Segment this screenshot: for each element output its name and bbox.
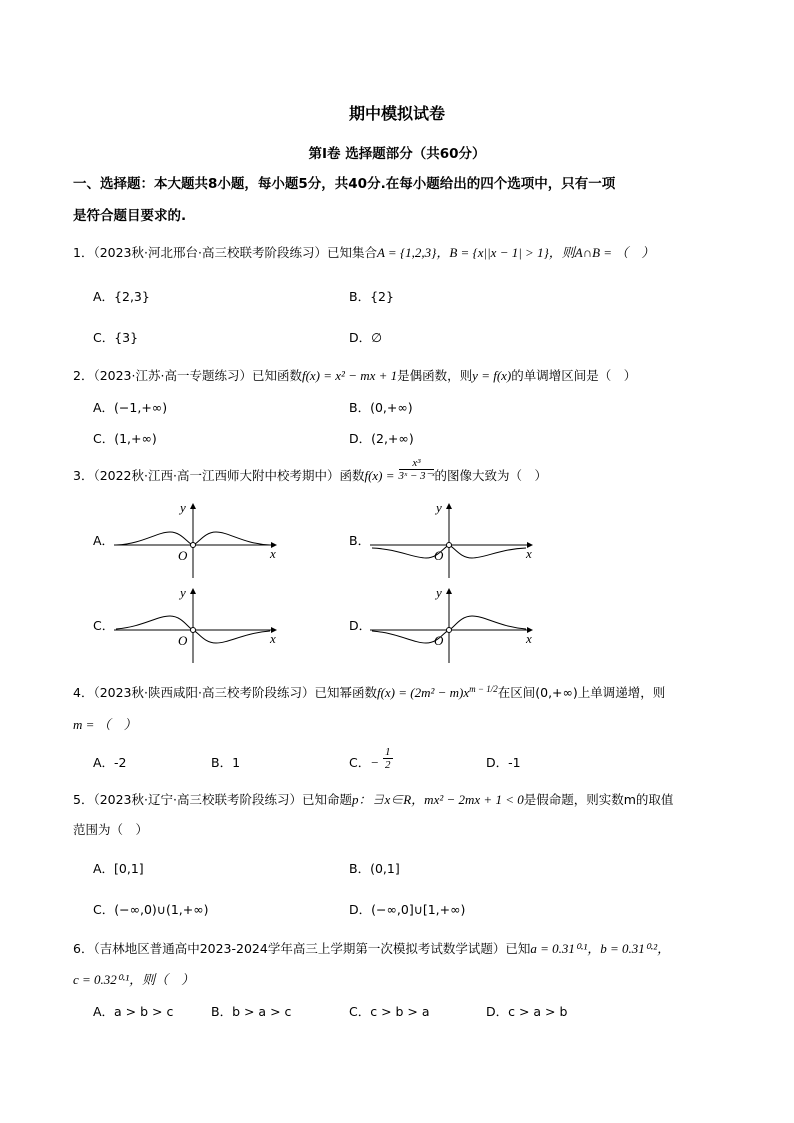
q2-stem bbox=[73, 368, 636, 384]
q4-option-d[interactable]: D．-1 bbox=[486, 755, 521, 770]
q3-frac-num: x³ bbox=[399, 457, 435, 470]
q2-stem-math2: y = f(x) bbox=[472, 368, 512, 383]
q5-option-b[interactable]: B．(0,1] bbox=[349, 861, 400, 876]
q2-option-d[interactable]: D．(2,+∞) bbox=[349, 431, 414, 446]
q3-graph-b-origin: O bbox=[434, 548, 444, 563]
q3-option-b[interactable]: B． bbox=[349, 533, 371, 548]
q2-stem-tail2: 的单调增区间是（ ） bbox=[511, 368, 637, 383]
q6-option-d[interactable]: D．c > a > b bbox=[486, 1004, 568, 1019]
section-heading-line2: 是符合题目要求的. bbox=[73, 208, 187, 224]
q3-graph-d-origin: O bbox=[434, 633, 444, 648]
q6-stem-line2: c = 0.32⁰·¹，则（ ） bbox=[73, 972, 195, 987]
q5-stem-line2: 范围为（ ） bbox=[73, 822, 149, 837]
q3-frac-den: 3ˣ − 3⁻ˣ bbox=[398, 470, 435, 482]
q3-graph-a-xlabel: x bbox=[270, 546, 276, 561]
q3-graph-a-ylabel: y bbox=[180, 500, 186, 515]
q2-option-c[interactable]: C．(1,+∞) bbox=[93, 431, 157, 446]
q4-stem-text: 4．（2023秋·陕西咸阳·高三校考阶段练习）已知幂函数 bbox=[73, 685, 377, 701]
q5-stem bbox=[73, 792, 673, 808]
section-heading-line1: 一、选择题：本大题共8小题，每小题5分，共40分.在每小题给出的四个选项中，只有一项 bbox=[73, 176, 616, 192]
q3-stem-text: 3．（2022秋·江西·高一江西师大附中校考期中）函数 bbox=[73, 468, 365, 483]
q6-option-b[interactable]: B．b > a > c bbox=[211, 1004, 292, 1019]
q3-stem-math: f(x) = bbox=[364, 468, 395, 483]
q2-stem-tail: 是偶函数，则 bbox=[397, 368, 473, 383]
q3-option-a[interactable]: A． bbox=[93, 533, 115, 548]
q1-stem-math: A = {1,2,3}，B = {x||x − 1| > 1}，则A∩B = （ ） bbox=[376, 245, 655, 260]
q5-option-a[interactable]: A．[0,1] bbox=[93, 861, 144, 876]
q1-option-b[interactable]: B．{2} bbox=[349, 289, 394, 304]
q3-graph-c-origin: O bbox=[178, 633, 188, 648]
q3-graph-d-xlabel: x bbox=[526, 631, 532, 646]
q1-option-c[interactable]: C．{3} bbox=[93, 330, 139, 345]
q3-option-c[interactable]: C． bbox=[93, 618, 115, 633]
q6-stem-math: a = 0.31⁰·¹，b = 0.31⁰·²， bbox=[530, 941, 671, 956]
q1-stem-text: 1．（2023秋·河北邢台·高三校联考阶段练习）已知集合 bbox=[73, 245, 377, 260]
q3-graph-c[interactable] bbox=[112, 583, 282, 665]
q1-stem bbox=[73, 245, 654, 261]
q3-graph-b[interactable] bbox=[368, 498, 538, 580]
q3-stem-tail: 的图像大致为（ ） bbox=[434, 468, 547, 483]
q1-option-a[interactable]: A．{2,3} bbox=[93, 289, 150, 304]
q3-fraction bbox=[399, 457, 435, 482]
q4-stem-line2: m = （ ） bbox=[73, 717, 137, 732]
q4-stem-math: f(x) = (2m² − m)x bbox=[376, 685, 470, 701]
q2-option-a[interactable]: A．(−1,+∞) bbox=[93, 400, 168, 415]
q4-stem bbox=[73, 681, 665, 701]
q5-stem-math: p：∃x∈R，mx² − 2mx + 1 < 0 bbox=[351, 792, 524, 807]
q3-graph-c-ylabel: y bbox=[180, 585, 186, 600]
q4-option-c-num: 1 bbox=[385, 746, 391, 758]
q5-option-d[interactable]: D．(−∞,0]∪[1,+∞) bbox=[349, 902, 466, 917]
q4-option-a[interactable]: A．-2 bbox=[93, 755, 127, 770]
q3-graph-a-origin: O bbox=[178, 548, 188, 563]
q6-option-a[interactable]: A．a > b > c bbox=[93, 1004, 174, 1019]
q1-option-d[interactable]: D．∅ bbox=[349, 330, 383, 345]
q3-graph-a[interactable] bbox=[112, 498, 282, 580]
q3-graph-c-xlabel: x bbox=[270, 631, 276, 646]
q3-graph-b-xlabel: x bbox=[526, 546, 532, 561]
q4-option-b[interactable]: B．1 bbox=[211, 755, 241, 770]
q6-option-c[interactable]: C．c > b > a bbox=[349, 1004, 430, 1019]
q3-option-d[interactable]: D． bbox=[349, 618, 372, 633]
part-subtitle: 第Ⅰ卷 选择题部分（共60分） bbox=[308, 146, 486, 162]
q4-option-c[interactable] bbox=[349, 746, 393, 771]
q2-stem-text: 2．（2023·江苏·高一专题练习）已知函数 bbox=[73, 368, 302, 383]
q5-option-c[interactable]: C．(−∞,0)∪(1,+∞) bbox=[93, 902, 209, 917]
q4-option-c-label: C． bbox=[349, 755, 371, 770]
q3-stem bbox=[73, 457, 547, 484]
q2-option-b[interactable]: B．(0,+∞) bbox=[349, 400, 413, 415]
q4-option-c-sign: − bbox=[370, 755, 380, 770]
q5-stem-tail: 是假命题，则实数m的取值 bbox=[523, 792, 674, 807]
q4-stem-exp: m − 1/2 bbox=[469, 684, 498, 694]
q3-graph-d[interactable] bbox=[368, 583, 538, 665]
q3-graph-d-ylabel: y bbox=[436, 585, 442, 600]
q6-stem-text: 6．（吉林地区普通高中2023-2024学年高三上学期第一次模拟考试数学试题）已知 bbox=[73, 941, 531, 956]
q4-stem-tail: 在区间(0,+∞)上单调递增，则 bbox=[497, 685, 666, 701]
page-title: 期中模拟试卷 bbox=[348, 104, 445, 123]
q4-option-c-frac bbox=[383, 746, 393, 771]
q6-stem bbox=[73, 941, 670, 957]
q4-option-c-den: 2 bbox=[385, 759, 391, 771]
q2-stem-math: f(x) = x² − mx + 1 bbox=[301, 368, 398, 383]
q5-stem-text: 5．（2023秋·辽宁·高三校联考阶段练习）已知命题 bbox=[73, 792, 352, 807]
q3-graph-b-ylabel: y bbox=[436, 500, 442, 515]
